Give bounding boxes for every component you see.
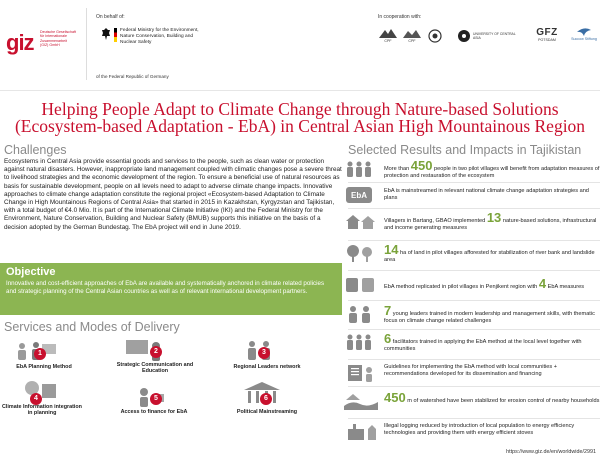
giz-logo: giz bbox=[6, 30, 34, 55]
header-divider bbox=[86, 8, 87, 80]
title-line-2: (Ecosystem-based Adaptation - EbA) in Central Asian High Mountainous Region bbox=[14, 116, 586, 136]
service-badge-3: 3 bbox=[258, 347, 270, 359]
guidelines-icon bbox=[344, 364, 378, 382]
service-badge-2: 2 bbox=[150, 346, 162, 358]
service-label-1: EbA Planning Method bbox=[16, 364, 72, 370]
replication-icon bbox=[344, 276, 378, 294]
result-text: More than 450 people in two pilot villages will benefit from adaptation measures of protection and restauration of the ecosystem bbox=[384, 158, 600, 179]
village-icon bbox=[344, 212, 378, 230]
service-label-4: Climate Information integration in planning bbox=[2, 404, 82, 417]
result-text: EbA method replicated in pilot villages in Penjikent region with 4 EbA measures bbox=[384, 276, 585, 291]
federal-eagle-icon bbox=[101, 27, 111, 41]
result-number: 6 bbox=[384, 331, 392, 346]
results-heading: Selected Results and Impacts in Tajikistan bbox=[348, 143, 582, 157]
partner-logo-gfz bbox=[530, 27, 564, 42]
result-text: EbA is mainstreamed in relevant national climate change adaptation strategies and plans bbox=[384, 188, 589, 201]
result-divider bbox=[348, 418, 600, 419]
service-badge-6: 6 bbox=[260, 393, 272, 405]
result-number: 14 bbox=[384, 242, 399, 257]
service-label-3: Regional Leaders network bbox=[233, 364, 301, 370]
result-number: 450 bbox=[410, 158, 433, 173]
facilitators-icon bbox=[344, 333, 378, 351]
result-divider bbox=[348, 270, 600, 271]
mountain-logo-icon bbox=[403, 28, 421, 38]
federal-republic-label: of the Federal Republic of Germany bbox=[96, 74, 169, 79]
result-text: Villagers in Bartang, GBAO implemented 13 nature-based solutions, infrastructural and income generating measures bbox=[384, 210, 597, 231]
stove-icon bbox=[344, 423, 378, 441]
result-number: 4 bbox=[538, 276, 547, 291]
objective-text: Innovative and cost-efficient approaches of EbA are available and systematically anchored in climate related policies and strategic planning of the Central Asian countries as well as of relevant international development partners. bbox=[6, 280, 325, 295]
title-line-1: Helping People Adapt to Climate Change through Nature-based Solutions bbox=[41, 99, 559, 119]
result-text: 7 young leaders trained in modern leadership and management skills, with thematic focus on climate change related challenges bbox=[384, 303, 595, 324]
eba-badge-icon bbox=[344, 186, 378, 204]
svg-text:EbA: EbA bbox=[351, 191, 367, 200]
partner-logo-succow bbox=[570, 26, 598, 41]
partner-caption: CPF bbox=[384, 39, 392, 43]
result-divider bbox=[348, 300, 600, 301]
giz-subtitle: Deutsche Gesellschaft für Internationale Zusammenarbeit (GIZ) GmbH bbox=[40, 30, 76, 48]
watershed-icon bbox=[344, 392, 378, 410]
result-divider bbox=[348, 329, 600, 330]
partner-caption: CPF bbox=[408, 39, 416, 43]
service-badge-5: 5 bbox=[150, 393, 162, 405]
service-label-5: Access to finance for EbA bbox=[120, 409, 188, 415]
mountain-logo-icon bbox=[379, 28, 397, 38]
on-behalf-label: On behalf of: bbox=[96, 14, 125, 20]
service-badge-1: 1 bbox=[34, 348, 46, 360]
header-rule bbox=[0, 90, 600, 91]
result-number: 7 bbox=[384, 303, 392, 318]
result-divider bbox=[348, 208, 600, 209]
emblem-icon bbox=[428, 29, 442, 43]
result-text: 450 m of watershed have been stabilized for erosion control of nearby households bbox=[384, 390, 600, 405]
partner-caption: Succow Stiftung bbox=[571, 37, 597, 41]
partner-logo-cpf bbox=[378, 28, 398, 43]
bird-logo-icon bbox=[577, 26, 591, 36]
result-number: 13 bbox=[486, 210, 502, 225]
partner-caption: UNIVERSITY OF CENTRAL ASIA bbox=[473, 32, 516, 40]
challenges-text: Ecosystems in Central Asia provide essential goods and services to the people, such as clean water or protection against natural disasters. However, inappropriate land management coupled with climatic changes pose a severe threat to livelihood strategies and the economic development of the region. To ensure a beneficial use of natural resources as basis for sustainable development, people on all levels need to adapt to adverse climate change impacts. Innovative approaches to climate change adaptation constitute the regional project «Ecosystem-based Adaptation to Climate Change in High Mountainous Regions of Central Asia» that started in 2015 in Kazakhstan, Kyrgyzstan and Tajikistan, with a total budget of €4.0 Mio. It is part of the International Climate Initiative (IKI) and the Federal Ministry for the Environment, Nature Conservation, Building and Nuclear Safety (BMUB) supports this initiative on the basis of a decision adopted by the German Bundestag. The EbA project will end in June 2019. bbox=[4, 158, 342, 231]
service-badge-4: 4 bbox=[30, 393, 42, 405]
result-text: Illegal logging reduced by introduction of local population to energy efficiency technologies and providing them with energy efficient stoves bbox=[384, 423, 575, 436]
result-text: 14 ha of land in pilot villages afforested for stabilization of river bank and landslide area bbox=[384, 242, 595, 263]
tree-icon bbox=[344, 244, 378, 262]
service-label-6: Political Mainstreaming bbox=[236, 409, 298, 415]
result-number: 450 bbox=[384, 390, 406, 405]
result-text: 6 facilitators trained in applying the EbA method at the local level together with communities bbox=[384, 331, 582, 352]
service-label-2: Strategic Communication and Education bbox=[116, 362, 194, 375]
result-text: Guidelines for implementing the EbA method with local communities + recommendations developed for its dissemination and financing bbox=[384, 364, 558, 377]
result-divider bbox=[348, 182, 600, 183]
gfz-wordmark: GFZ bbox=[536, 27, 558, 38]
result-divider bbox=[348, 359, 600, 360]
partner-logo-cpf-2 bbox=[402, 28, 422, 43]
uca-emblem-icon bbox=[458, 30, 470, 42]
young-leaders-icon bbox=[344, 305, 378, 323]
objective-heading: Objective bbox=[6, 266, 56, 278]
result-divider bbox=[348, 240, 600, 241]
services-heading: Services and Modes of Delivery bbox=[4, 320, 180, 334]
challenges-heading: Challenges bbox=[4, 143, 67, 157]
german-flag-icon bbox=[114, 28, 117, 42]
footer-url[interactable]: https://www.giz.de/en/worldwide/2991 bbox=[506, 449, 596, 455]
partner-logo-uca bbox=[458, 30, 516, 42]
ministry-name: Federal Ministry for the Environment, Nature Conservation, Building and Nuclear Safety bbox=[120, 28, 199, 45]
result-divider bbox=[348, 386, 600, 387]
people-group-icon bbox=[344, 160, 378, 178]
partner-caption: POTSDAM bbox=[538, 38, 556, 42]
cooperation-label: In cooperation with: bbox=[378, 14, 422, 20]
